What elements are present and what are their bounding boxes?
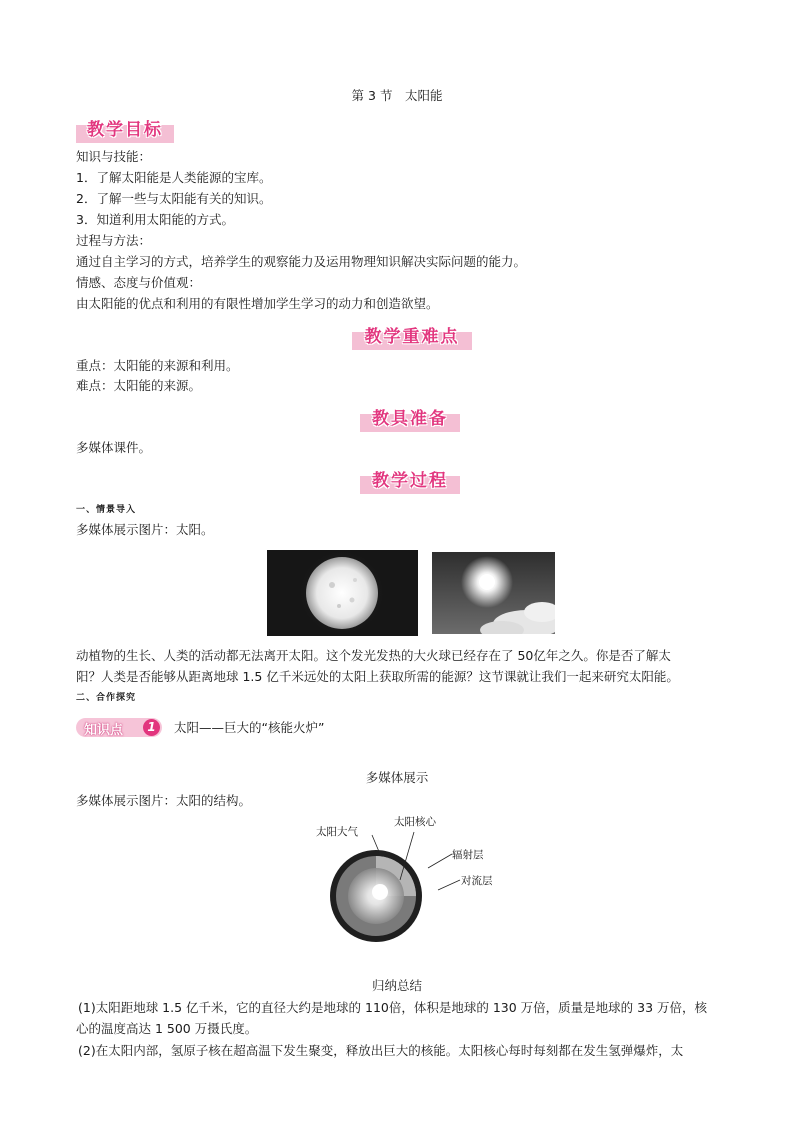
section-heading: 一、情景导入 [76, 505, 137, 515]
label-radiation: 辐射层 [452, 849, 484, 861]
leader-line [400, 832, 414, 880]
summary-heading: 归纳总结 [371, 978, 422, 993]
intro-paragraph-line: 阳？人类是否能够从距离地球 1.5 亿千米远处的太阳上获取所需的能源？这节课就让我们一起来研究太阳能。 [76, 669, 679, 684]
intro-paragraph-line: 动植物的生长、人类的活动都无法离开太阳。这个发光发热的大火球已经存在了 50亿年之久。你是否了解太 [76, 648, 671, 663]
media-heading: 多媒体展示 [365, 770, 429, 785]
knowledge-point-number: 1 [143, 719, 160, 736]
section-heading: 二、合作探究 [76, 693, 137, 703]
summary-line: (2)在太阳内部，氢原子核在超高温下发生聚变，释放出巨大的核能。太阳核心每时每刻都在发生氢弹爆炸，太 [78, 1043, 684, 1058]
knowledge-item: 3．知道利用太阳能的方式。 [76, 212, 234, 227]
sun-photo [267, 550, 418, 636]
banner-materials [360, 404, 460, 432]
emotion-heading: 情感、态度与价值观： [76, 275, 202, 290]
knowledge-item: 2．了解一些与太阳能有关的知识。 [76, 191, 272, 206]
focus-point: 重点：太阳能的来源和利用。 [76, 358, 239, 373]
page-title: 第 3 节 太阳能 [351, 88, 443, 103]
label-core: 太阳核心 [394, 816, 436, 828]
materials-text: 多媒体课件。 [76, 440, 152, 455]
show-structure-text: 多媒体展示图片：太阳的结构。 [76, 793, 252, 808]
show-sun-text: 多媒体展示图片：太阳。 [76, 522, 214, 537]
difficulty-point: 难点：太阳能的来源。 [76, 378, 202, 393]
process-method-text: 通过自主学习的方式，培养学生的观察能力及运用物理知识解决实际问题的能力。 [76, 254, 527, 269]
banner-process [360, 466, 460, 494]
leader-line [428, 854, 452, 868]
leader-line [438, 880, 460, 890]
banner-label: 教学重难点 [364, 327, 460, 347]
knowledge-point-title: 太阳——巨大的“核能火炉” [174, 720, 325, 735]
knowledge-item: 1．了解太阳能是人类能源的宝库。 [76, 170, 272, 185]
knowledge-heading: 知识与技能： [76, 149, 152, 164]
summary-line: 心的温度高达 1 500 万摄氏度。 [76, 1021, 258, 1036]
leader-line [372, 835, 380, 854]
knowledge-point-label: 知识点 [84, 723, 124, 738]
label-atmosphere: 太阳大气 [316, 826, 358, 838]
banner-objectives [76, 115, 174, 143]
summary-line: (1)太阳距地球 1.5 亿千米，它的直径大约是地球的 110倍，体积是地球的 130 万倍，质量是地球的 33 万倍，核 [78, 1000, 708, 1015]
banner-label: 教学过程 [372, 471, 448, 491]
knowledge-point-badge [76, 718, 162, 737]
banner-label: 教具准备 [372, 409, 448, 429]
banner-key-points [352, 322, 472, 350]
process-method-heading: 过程与方法： [76, 233, 152, 248]
banner-label: 教学目标 [87, 120, 163, 140]
sky-sun-photo [432, 552, 555, 634]
emotion-text: 由太阳能的优点和利用的有限性增加学生学习的动力和创造欲望。 [76, 296, 439, 311]
label-convection: 对流层 [461, 875, 493, 887]
